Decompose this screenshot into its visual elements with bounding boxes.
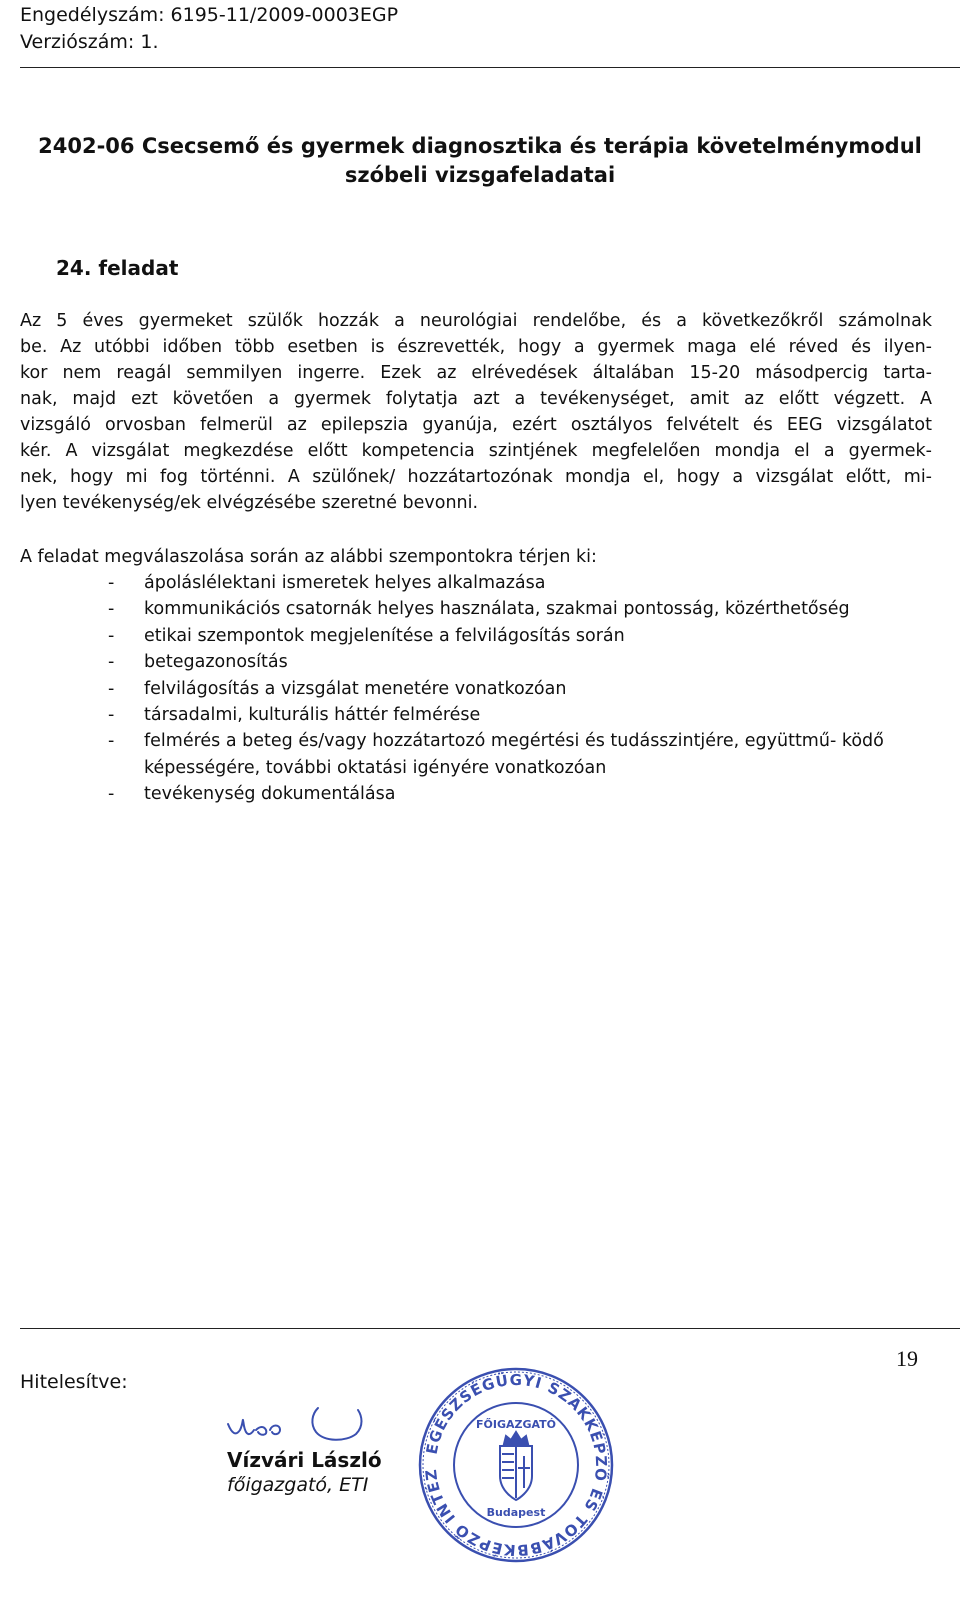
criteria-list (20, 570, 932, 808)
svg-text:FŐIGAZGATÓ: FŐIGAZGATÓ (475, 1418, 557, 1431)
task-heading: 24. feladat (56, 256, 179, 280)
paragraph-line: kér. A vizsgálat megkezdése előtt kompetencia szintjének megfelelően mondja el a gyermek- (20, 441, 932, 461)
list-item (20, 728, 932, 781)
list-item-text: tevékenység dokumentálása (144, 784, 396, 805)
list-item-text: betegazonosítás (144, 652, 288, 673)
certified-label: Hitelesítve: (20, 1371, 128, 1393)
list-dash: - (108, 705, 115, 726)
signer-name: Vízvári László (227, 1448, 382, 1472)
list-item (20, 676, 932, 702)
license-number: Engedélyszám: 6195-11/2009-0003EGP (20, 4, 399, 26)
page-number: 19 (896, 1346, 918, 1371)
list-item-text: felvilágosítás a vizsgálat menetére vonatkozóan (144, 678, 567, 699)
list-dash: - (108, 573, 115, 593)
signer-role: főigazgató, ETI (227, 1474, 369, 1496)
list-dash: - (108, 678, 115, 699)
document-title-line1: 2402-06 Csecsemő és gyermek diagnosztika és terápia követelménymodul (38, 134, 922, 158)
list-item (20, 649, 932, 675)
list-item-text: kommunikációs csatornák helyes használata, szakmai pontosság, közérthetőség (144, 599, 850, 620)
paragraph-line: nek, hogy mi fog történni. A szülőnek/ hozzátartozónak mondja el, hogy a vizsgálat előtt, mi- (20, 467, 932, 487)
list-item (20, 623, 932, 649)
list-item (20, 702, 932, 728)
paragraph-line: kor nem reagál semmilyen ingerre. Ezek az elrévedések általában 15-20 másodpercig tarta- (20, 363, 932, 383)
list-item-text: felmérés a beteg és/vagy hozzátartozó megértési és tudásszintjére, együttmű- ködő képességére, további oktatási igényére vonatkozóan (144, 731, 884, 778)
signature (222, 1400, 392, 1454)
list-dash: - (108, 784, 115, 805)
footer-divider (20, 1328, 960, 1329)
svg-text:EGÉSZSÉGÜGYI SZAKKÉPZŐ ÉS TOVÁ: EGÉSZSÉGÜGYI SZAKKÉPZŐ ÉS TOVÁBBKÉPZŐ INTÉZ (421, 1370, 611, 1560)
list-dash: - (108, 625, 115, 646)
paragraph-line: lyen tevékenység/ek elvégzésébe szeretné bevonni. (20, 493, 479, 513)
list-item (20, 596, 932, 622)
list-dash: - (108, 731, 115, 752)
svg-text:Budapest: Budapest (486, 1506, 546, 1519)
criteria-intro: A feladat megválaszolása során az alábbi szempontokra térjen ki: (20, 547, 597, 567)
list-item-text: etikai szempontok megjelenítése a felvilágosítás során (144, 625, 625, 646)
document-title-line2: szóbeli vizsgafeladatai (344, 163, 616, 187)
paragraph-line: vizsgáló orvosban felmerül az epilepszia gyanúja, ezért osztályos felvételt és EEG vizsgálatot (20, 415, 932, 435)
paragraph-line: Az 5 éves gyermeket szülők hozzák a neurológiai rendelőbe, és a következőkről számolnak (20, 311, 932, 331)
paragraph-line: be. Az utóbbi időben több esetben is észrevették, hogy a gyermek maga elé réved és ilyen- (20, 337, 932, 357)
list-item-text: társadalmi, kulturális háttér felmérése (144, 705, 481, 726)
list-item (20, 570, 932, 596)
header-divider (20, 67, 960, 68)
official-seal (416, 1360, 616, 1574)
paragraph-line: nak, majd ezt követően a gyermek folytatja azt a tevékenységet, amit az előtt végzett. A (20, 389, 932, 409)
list-item (20, 781, 932, 807)
version-number: Verziószám: 1. (20, 31, 159, 53)
list-dash: - (108, 652, 115, 673)
list-item-text: ápoláslélektani ismeretek helyes alkalmazása (144, 573, 546, 593)
list-dash: - (108, 599, 115, 620)
